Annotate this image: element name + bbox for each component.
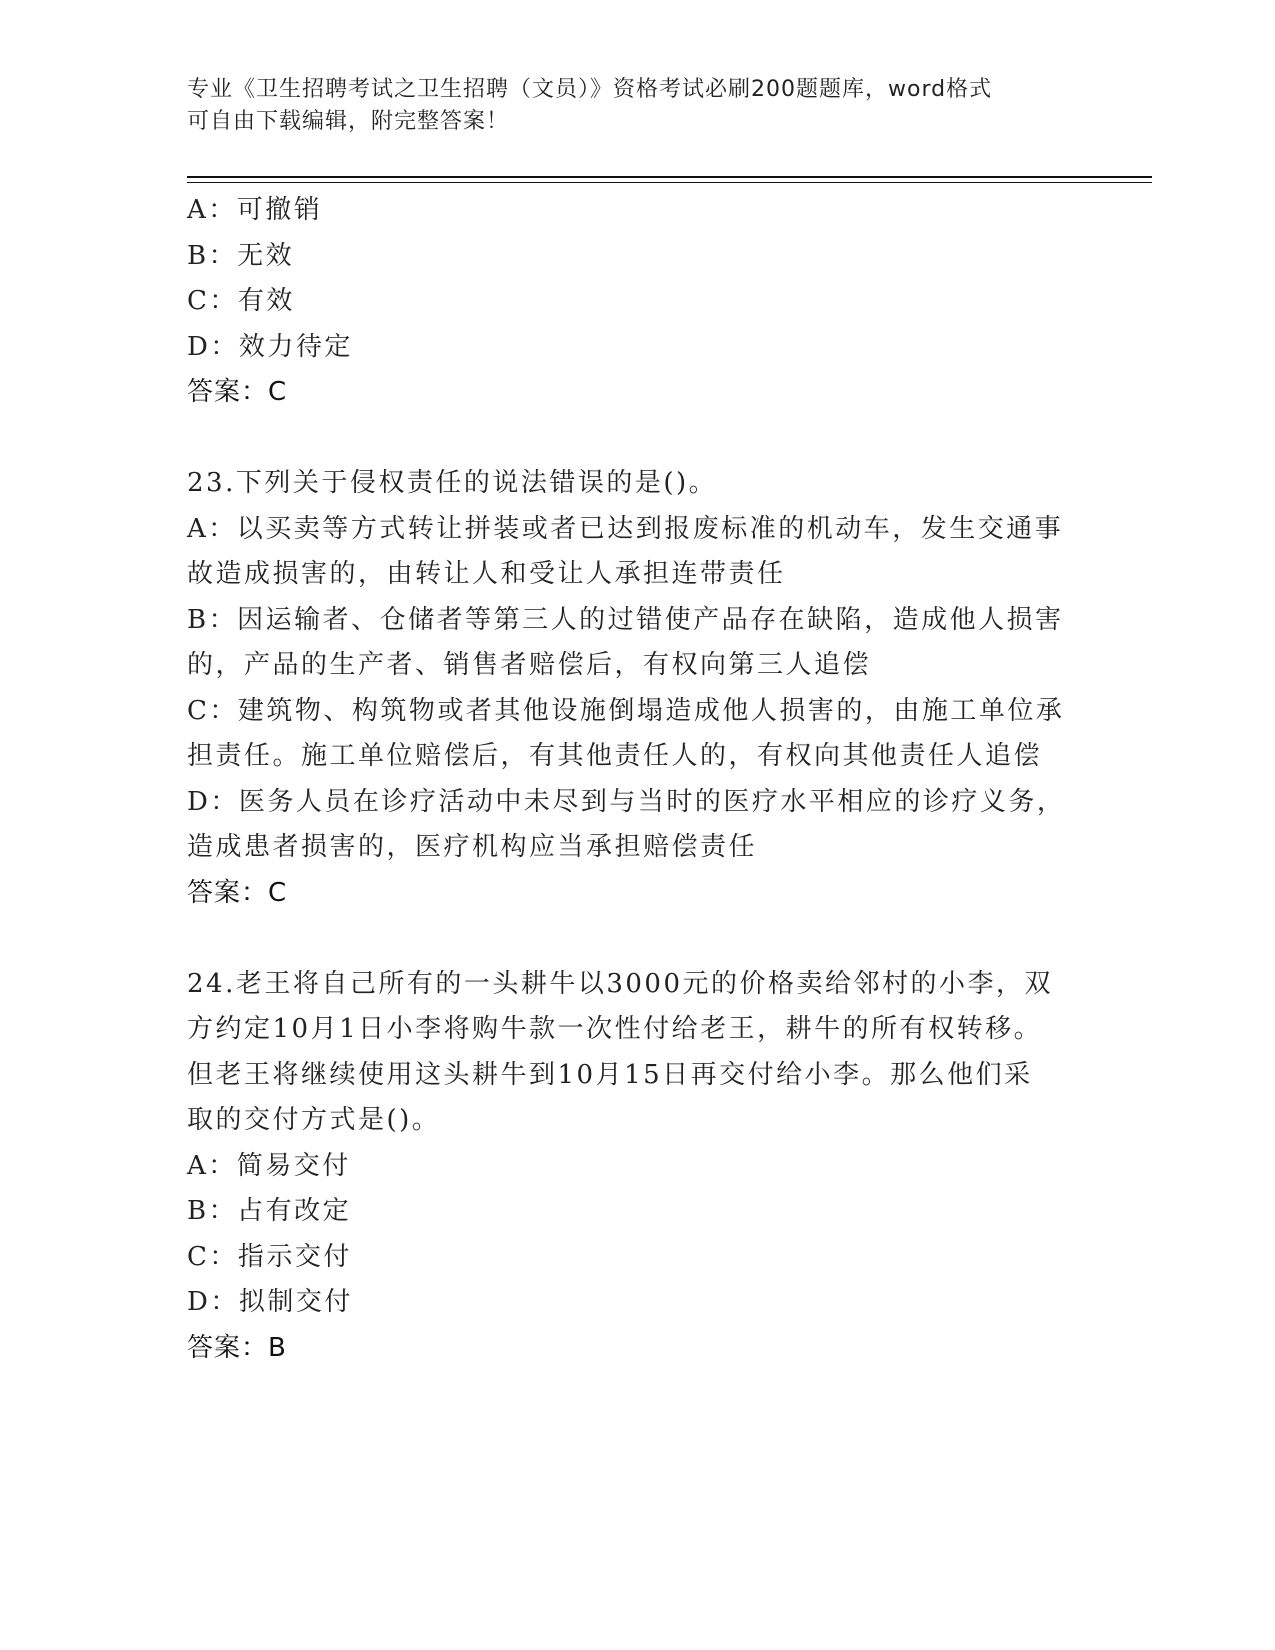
option-b-line-2: 的，产品的生产者、销售者赔偿后，有权向第三人追偿 — [187, 650, 872, 680]
question-24 — [187, 962, 1077, 1372]
header-title-line-1: 专业《卫生招聘考试之卫生招聘（文员）》资格考试必刷200题题库，word格式 — [187, 77, 993, 102]
answer-line: 答案：C — [187, 377, 288, 407]
option-d-line-1: D：医务人员在诊疗活动中未尽到与当时的医疗水平相应的诊疗义务， — [187, 786, 1066, 817]
option-a-line-1: A：以买卖等方式转让拼装或者已达到报废标准的机动车，发生交通事 — [187, 513, 1064, 544]
option-b-line-1: B：因运输者、仓储者等第三人的过错使产品存在缺陷，造成他人损害 — [187, 604, 1064, 635]
option-c: C：指示交付 — [187, 1241, 352, 1272]
question-stem-line-3: 但老王将继续使用这头耕牛到10月15日再交付给小李。那么他们采 — [187, 1059, 1033, 1090]
question-stem-line-4: 取的交付方式是()。 — [187, 1105, 441, 1135]
answer-line: 答案：C — [187, 877, 288, 908]
question-list — [187, 188, 1077, 1371]
header-divider-thin — [187, 182, 1152, 183]
option-c: C：有效 — [187, 286, 295, 316]
question-23 — [187, 461, 1077, 916]
header-title-line-2: 可自由下载编辑，附完整答案！ — [187, 109, 510, 134]
option-c-line-2: 担责任。施工单位赔偿后，有其他责任人的，有权向其他责任人追偿 — [187, 741, 1043, 771]
option-a-line-2: 故造成损害的，由转让人和受让人承担连带责任 — [187, 559, 786, 589]
option-c-line-1: C：建筑物、构筑物或者其他设施倒塌造成他人损害的，由施工单位承 — [187, 695, 1065, 726]
question-stem-line-2: 方约定10月1日小李将购牛款一次性付给老王，耕牛的所有权转移。 — [187, 1014, 1043, 1044]
option-d-line-2: 造成患者损害的，医疗机构应当承担赔偿责任 — [187, 832, 758, 862]
spacer — [187, 416, 1077, 462]
option-d: D：效力待定 — [187, 331, 353, 362]
option-b: B：占有改定 — [187, 1196, 352, 1226]
option-a: A：简易交付 — [187, 1150, 351, 1181]
option-b: B：无效 — [187, 240, 295, 271]
document-header — [187, 74, 1067, 138]
question-stem: 23.下列关于侵权责任的说法错误的是()。 — [187, 468, 718, 498]
option-a: A：可撤销 — [187, 195, 323, 225]
question-stem-line-1: 24.老王将自己所有的一头耕牛以3000元的价格卖给邻村的小李，双 — [187, 968, 1054, 999]
header-divider-thick — [187, 176, 1152, 178]
option-d: D：拟制交付 — [187, 1287, 353, 1317]
spacer — [187, 916, 1077, 962]
question-22 — [187, 188, 1077, 416]
answer-line: 答案：B — [187, 1332, 287, 1363]
